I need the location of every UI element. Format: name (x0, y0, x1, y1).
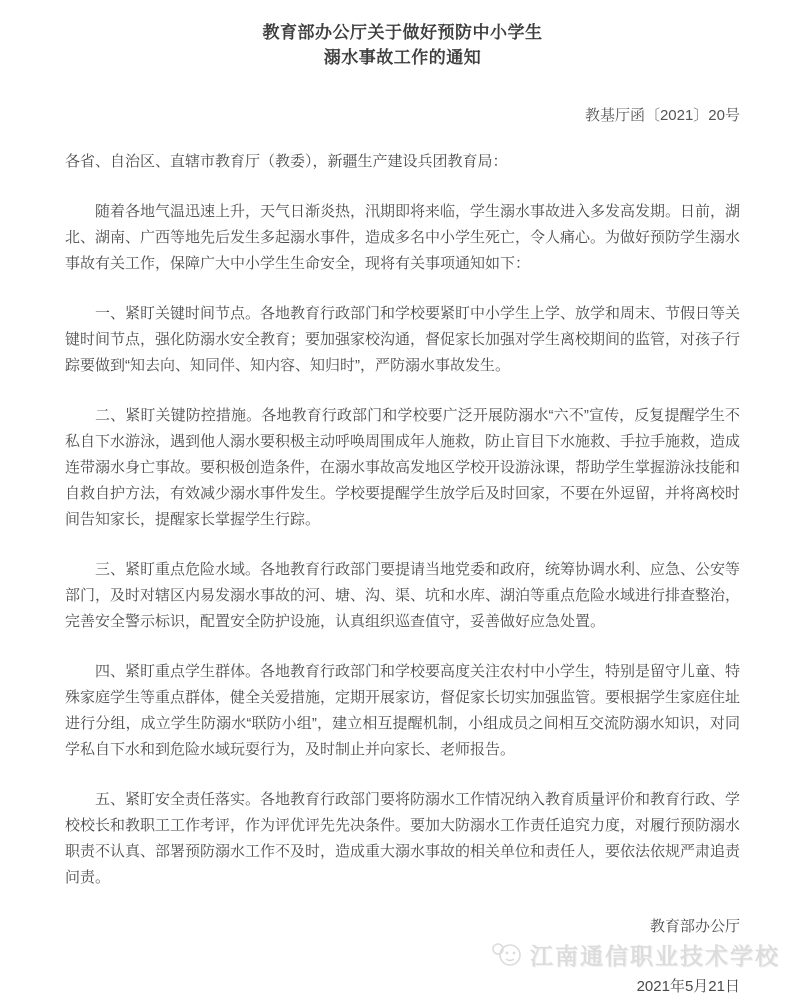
document-paragraph: 三、紧盯重点危险水域。各地教育行政部门要提请当地党委和政府，统筹协调水利、应急、公安等部门，及时对辖区内易发溺水事故的河、塘、沟、渠、坑和水库、湖泊等重点危险水域进行排查整治，完善安全警示标识，配置安全防护设施，认真组织巡查值守，妥善做好应急处置。 (65, 561, 741, 630)
salutation-line: 各省、自治区、直辖市教育厅（教委），新疆生产建设兵团教育局： (65, 153, 508, 170)
document-paragraph: 一、紧盯关键时间节点。各地教育行政部门和学校要紧盯中小学生上学、放学和周末、节假日等关键时间节点，强化防溺水安全教育；要加强家校沟通，督促家长加强对学生离校期间的监管，对孩子行踪要做到“知去向、知同伴、知内容、知归时”，严防溺水事故发生。 (65, 305, 741, 374)
watermark (65, 938, 780, 971)
school-logo-icon (490, 941, 524, 969)
document-title-line1: 教育部办公厅关于做好预防中小学生 (262, 23, 543, 42)
document-number: 教基厅函〔2021〕20号 (584, 107, 740, 124)
document-paragraph: 五、紧盯安全责任落实。各地教育行政部门要将防溺水工作情况纳入教育质量评价和教育行政、学校校长和教职工工作考评，作为评优评先先决条件。要加大防溺水工作责任追究力度，对履行预防溺水职责不认真、部署预防溺水工作不及时，造成重大溺水事故的相关单位和责任人，要依法依规严肃追责问责。 (65, 791, 741, 886)
signature-line: 教育部办公厅 (649, 918, 740, 935)
document-body (65, 199, 740, 891)
document-paragraph: 二、紧盯关键防控措施。各地教育行政部门和学校要广泛开展防溺水“六不”宣传，反复提醒学生不私自下水游泳，遇到他人溺水要积极主动呼唤周围成年人施救，防止盲目下水施救、手拉手施救，造成连带溺水身亡事故。要积极创造条件，在溺水事故高发地区学校开设游泳课，帮助学生掌握游泳技能和自救自护方法，有效减少溺水事件发生。学校要提醒学生放学后及时回家，不要在外逗留，并将离校时间告知家长，提醒家长掌握学生行踪。 (65, 407, 741, 528)
document-paragraph: 随着各地气温迅速上升，天气日渐炎热，汛期即将来临，学生溺水事故进入多发高发期。日前，湖北、湖南、广西等地先后发生多起溺水事件，造成多名中小学生死亡，令人痛心。为做好预防学生溺水事故有关工作，保障广大中小学生生命安全，现将有关事项通知如下： (65, 203, 741, 272)
document-date: 2021年5月21日 (636, 978, 740, 995)
watermark-text: 江南通信职业技术学校 (530, 943, 780, 969)
document-title-line2: 溺水事故工作的通知 (323, 48, 482, 67)
document-paragraph: 四、紧盯重点学生群体。各地教育行政部门和学校要高度关注农村中小学生，特别是留守儿童、特殊家庭学生等重点群体，健全关爱措施，定期开展家访，督促家长切实加强监管。要根据学生家庭住址进行分组，成立学生防溺水“联防小组”，建立相互提醒机制，小组成员之间相互交流防溺水知识，对同学私自下水和到危险水域玩耍行为，及时制止并向家长、老师报告。 (65, 663, 741, 758)
document-title (65, 20, 740, 70)
